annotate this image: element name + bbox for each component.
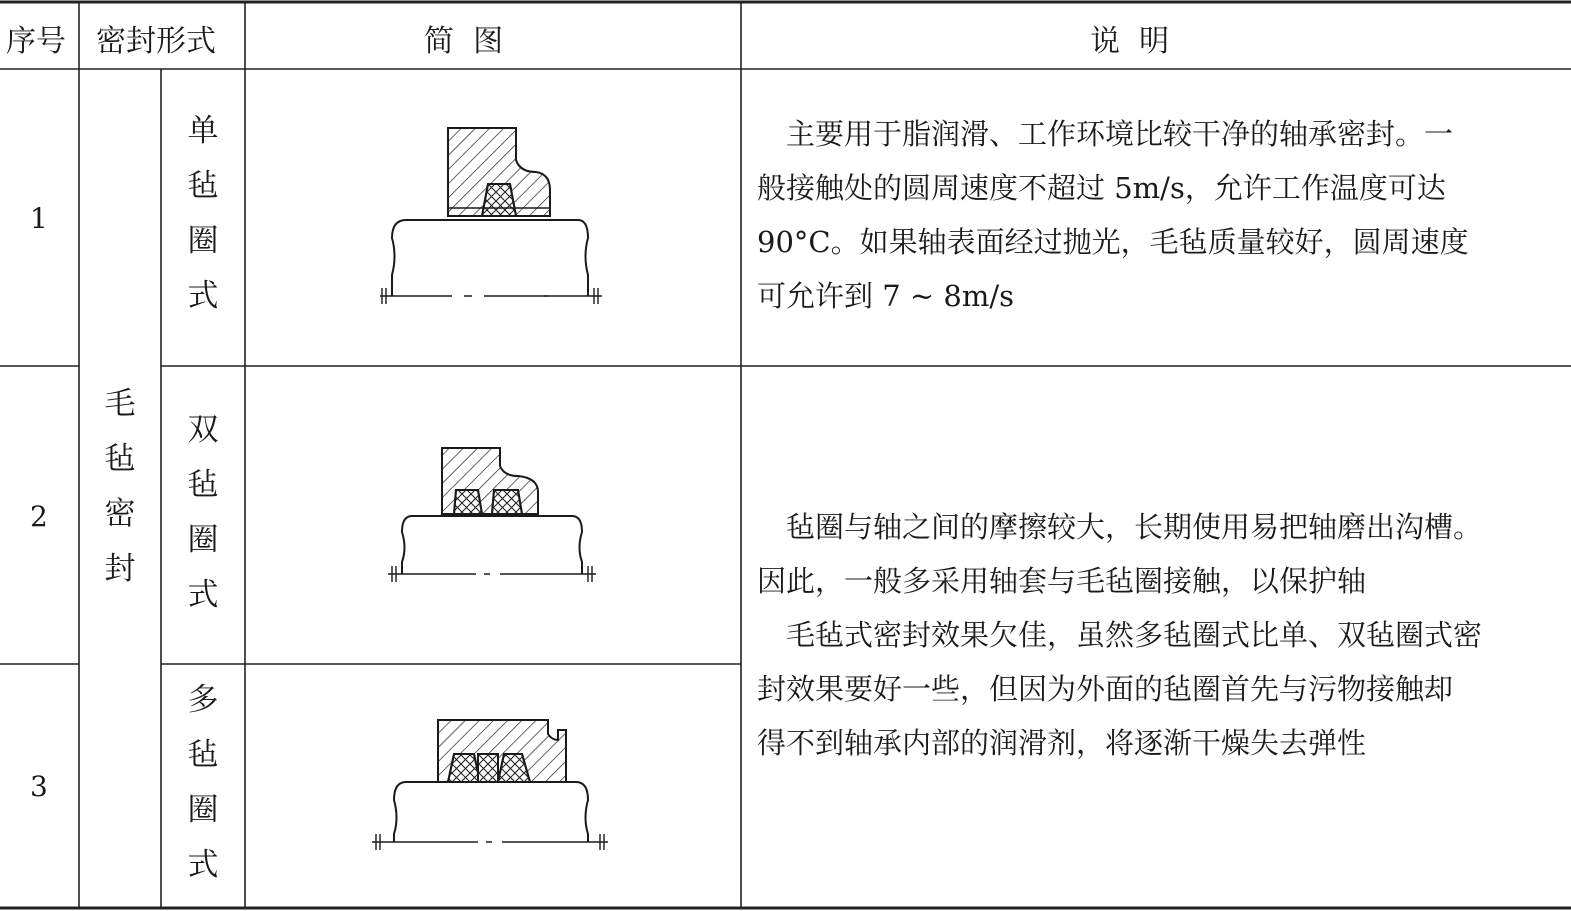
row-2-index: 2: [30, 500, 48, 533]
row-3-type: [183, 673, 223, 893]
description-line: 毛毡式密封效果欠佳，虽然多毡圈式比单、双毡圈式密: [757, 618, 1483, 652]
multi-felt-ring-sketch: [362, 710, 622, 860]
description-line: 毡圈与轴之间的摩擦较大，长期使用易把轴磨出沟槽。: [757, 510, 1483, 544]
row-2-type: [183, 403, 223, 623]
group-label-char: 封: [104, 551, 136, 587]
description-line: 封效果要好一些，但因为外面的毡圈首先与污物接触却: [757, 672, 1454, 706]
row-3-index: 3: [30, 770, 48, 803]
type-char: 双: [187, 412, 219, 448]
description-line: 主要用于脂润滑、工作环境比较干净的轴承密封。一: [757, 117, 1454, 151]
type-char: 圈: [187, 223, 219, 259]
header-sketch: 简 图: [424, 24, 504, 59]
description-line: 可允许到 7 ~ 8m/s: [757, 279, 1015, 313]
type-char: 多: [187, 682, 219, 718]
description-rows-2-3: [757, 500, 1557, 770]
type-char: 式: [187, 577, 219, 613]
group-label-felt-seal: [100, 377, 140, 597]
header-description: 说 明: [1090, 24, 1170, 59]
row-1-type: [183, 104, 223, 324]
group-label-char: 毡: [104, 441, 136, 477]
type-char: 毡: [187, 168, 219, 204]
group-label-char: 密: [104, 496, 136, 532]
description-line: 得不到轴承内部的润滑剂，将逐渐干燥失去弹性: [757, 726, 1367, 760]
type-char: 式: [187, 847, 219, 883]
type-char: 圈: [187, 522, 219, 558]
type-char: 毡: [187, 737, 219, 773]
description-line: 90°C。如果轴表面经过抛光，毛毡质量较好，圆周速度: [757, 225, 1469, 259]
group-label-char: 毛: [104, 386, 136, 422]
type-char: 圈: [187, 792, 219, 828]
description-line: 因此，一般多采用轴套与毛毡圈接触，以保护轴: [757, 564, 1367, 598]
type-char: 毡: [187, 467, 219, 503]
type-char: 式: [187, 278, 219, 314]
double-felt-ring-sketch: [372, 440, 622, 590]
header-index: 序号: [6, 24, 66, 59]
description-line: 般接触处的圆周速度不超过 5m/s，允许工作温度可达: [757, 171, 1446, 205]
type-char: 单: [187, 113, 219, 149]
single-felt-ring-sketch: [370, 120, 620, 310]
header-seal-form: 密封形式: [96, 24, 216, 59]
description-row-1: [757, 107, 1557, 323]
row-1-index: 1: [30, 202, 48, 235]
